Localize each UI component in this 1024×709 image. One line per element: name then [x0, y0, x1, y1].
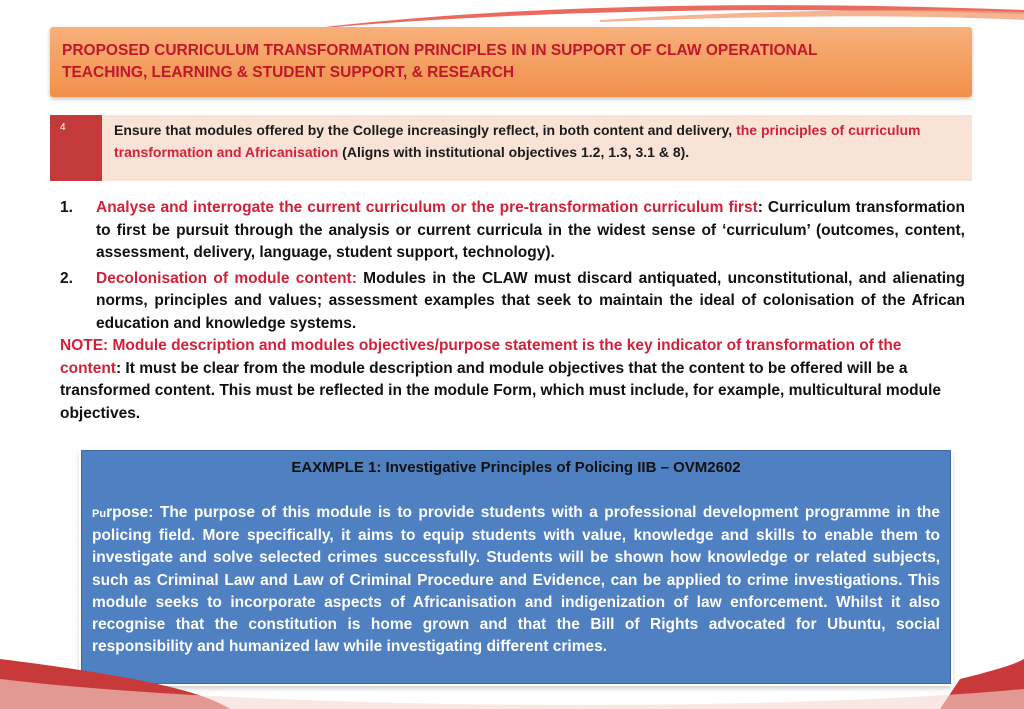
- principle-text-end: (Aligns with institutional objectives 1.2, 1.3, 3.1 & 8).: [338, 144, 690, 160]
- note-paragraph: [60, 335, 965, 425]
- title-line-1: PROPOSED CURRICULUM TRANSFORMATION PRINCIPLES IN IN SUPPORT OF CLAW OPERATIONAL: [62, 42, 818, 59]
- title-bar: [50, 27, 972, 97]
- purpose-text: rpose: The purpose of this module is to provide students with a professional development programme in the policing field. More specifically, it aims to equip students with value, knowledge and skills to enable them to investigate and solve selected crimes successfully. Students will be shown how knowledge or related subjects, such as Criminal Law and Law of Criminal Procedure and Evidence, can be applied to crime investigations. This module seeks to incorporate aspects of Africanisation and indigenization of law enforcement. Whilst it also recognise that the constitution is home grown and that the Bill of Rights advocated for Ubuntu, social responsibility and humanized law while investigating different crimes.: [92, 504, 940, 656]
- list-item-heading: Analyse and interrogate the current curriculum or the pre-transformation curriculum first: [96, 199, 758, 216]
- note-heading: NOTE: Module description and modules objectives/purpose statement is the key indicator of transformation of the content: [60, 337, 902, 377]
- list-item-body: : Curriculum transformation to first be pursuit through the analysis or current curricula in the widest sense of ‘curriculum’ (outcomes, content, assessment, delivery, language, student support, technology).: [96, 199, 965, 261]
- list-item-number: 2.: [60, 269, 73, 287]
- principle-text-highlight: the principles of curriculum transformation and Africanisation: [114, 122, 921, 160]
- principle-text: [114, 119, 959, 163]
- bottom-decorative-wave: [0, 619, 1024, 709]
- example-title: EAXMPLE 1: Investigative Principles of Policing IIB – OVM2602: [291, 459, 741, 476]
- list-item-number: 1.: [60, 199, 73, 216]
- list-item: [60, 268, 965, 336]
- principle-number: 4: [60, 122, 66, 133]
- principle-text-start: Ensure that modules offered by the College increasingly reflect, in both content and delivery,: [114, 122, 737, 138]
- title-line-2: TEACHING, LEARNING & STUDENT SUPPORT, & RESEARCH: [62, 64, 515, 81]
- principle-box: [50, 115, 972, 181]
- list-item-heading: Decolonisation of module content:: [96, 269, 357, 287]
- principles-list: [60, 197, 965, 425]
- principle-number-block: [50, 115, 102, 181]
- list-item-body: Modules in the CLAW must discard antiquated, unconstitutional, and alienating norms, principles and values; assessment examples that seek to maintain the ideal of colonisation of the African education and knowledge systems.: [96, 269, 965, 332]
- page-title: [62, 40, 962, 84]
- purpose-prefix: Pu: [92, 508, 107, 520]
- list-item: [60, 197, 965, 265]
- note-body: : It must be clear from the module description and module objectives that the content to be offered will be a transformed content. This must be reflected in the module Form, which must include, for example, multicultural module objectives.: [60, 359, 942, 422]
